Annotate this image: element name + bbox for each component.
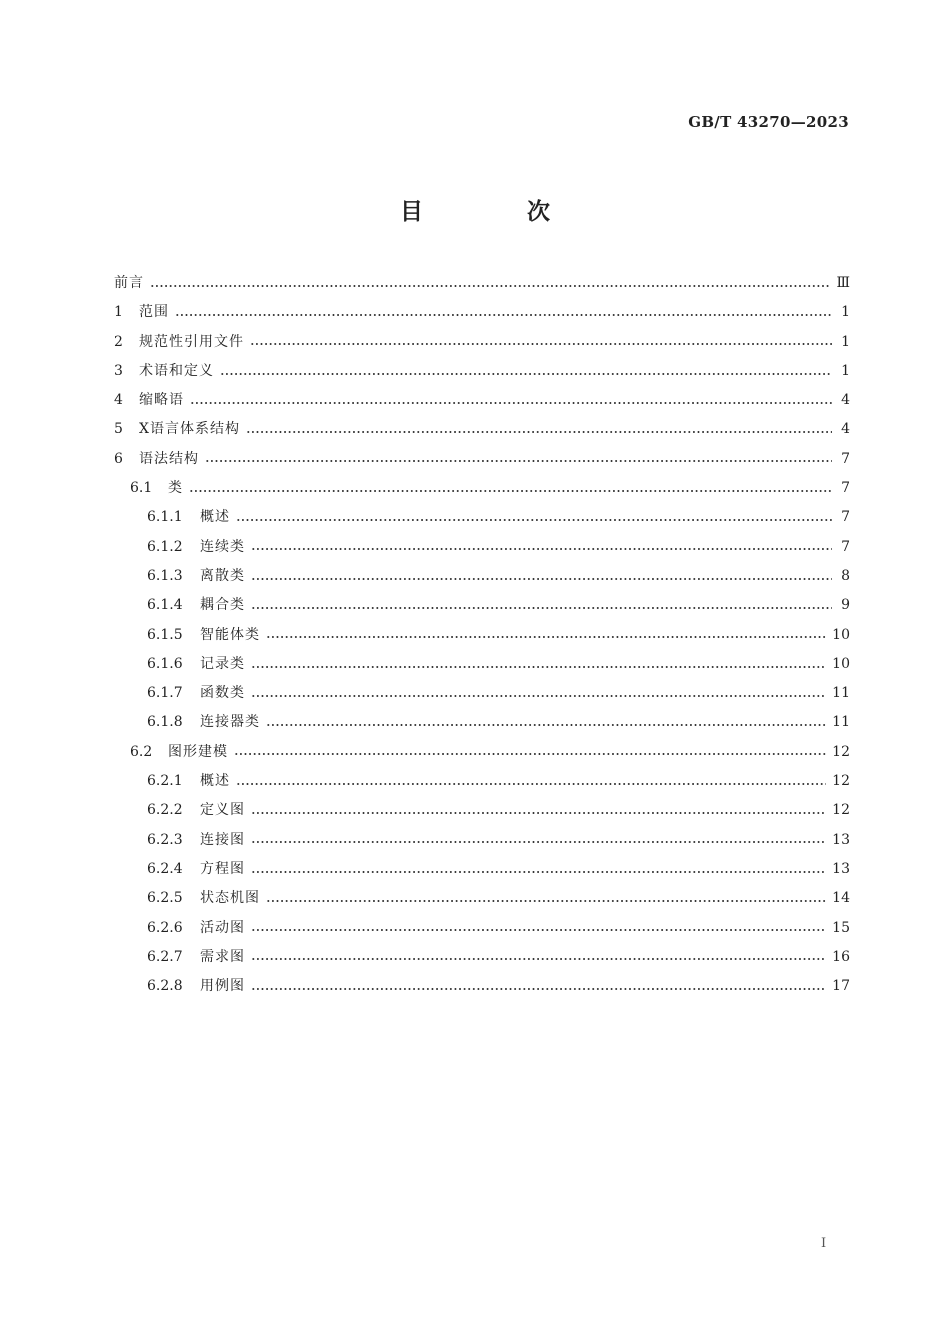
toc-entry-label: 状态机图 [200,890,260,907]
toc-list [114,269,850,1001]
toc-entry-number: 6.2.4 [147,860,183,877]
toc-entry[interactable] [114,386,850,415]
toc-entry-page: 10 [832,626,850,643]
toc-entry[interactable] [114,269,850,298]
toc-entry[interactable] [114,591,850,620]
toc-entry[interactable] [114,679,850,708]
toc-dot-leader [251,603,832,613]
toc-dot-leader [266,896,826,906]
toc-entry-number: 6.1.7 [147,685,183,702]
toc-entry[interactable] [114,738,850,767]
toc-entry-page: 4 [841,392,850,409]
toc-entry-label: 缩略语 [139,392,184,409]
toc-entry[interactable] [114,914,850,943]
toc-entry-label: 范围 [139,304,169,321]
toc-entry-label: 语法结构 [139,450,199,467]
toc-entry-page: 12 [832,773,850,790]
toc-entry[interactable] [114,503,850,532]
toc-entry-page: 4 [841,421,850,438]
toc-entry-label: 方程图 [200,860,245,877]
toc-entry[interactable] [114,533,850,562]
toc-dot-leader [251,925,826,935]
toc-dot-leader [251,662,826,672]
toc-dot-leader [175,310,832,320]
toc-entry-label: X语言体系结构 [139,421,240,438]
toc-dot-leader [150,281,830,291]
toc-entry-label: 连接图 [200,831,245,848]
toc-entry-number: 6.1.6 [147,655,183,672]
toc-dot-leader [246,427,832,437]
toc-entry-page: 11 [832,714,850,731]
toc-entry-number: 6.1 [130,480,153,497]
toc-entry-page: Ⅲ [836,275,850,291]
toc-entry[interactable] [114,415,850,444]
toc-entry-page: 11 [832,685,850,702]
toc-entry[interactable] [114,328,850,357]
toc-entry[interactable] [114,855,850,884]
toc-entry[interactable] [114,650,850,679]
toc-entry-number: 6.1.5 [147,626,183,643]
toc-entry-label: 函数类 [200,685,245,702]
toc-dot-leader [236,779,826,789]
toc-dot-leader [234,749,826,759]
toc-entry-label: 概述 [200,773,230,790]
toc-entry-number: 1 [114,304,123,321]
toc-entry-label: 术语和定义 [139,362,214,379]
toc-entry-number: 6 [114,450,123,467]
toc-entry-number: 6.2.1 [147,773,183,790]
toc-dot-leader [251,574,832,584]
toc-entry-page: 12 [832,802,850,819]
toc-entry[interactable] [114,796,850,825]
toc-entry-page: 1 [841,333,850,350]
toc-entry-number: 6.2.5 [147,890,183,907]
toc-entry-page: 9 [841,597,850,614]
toc-entry-label: 活动图 [200,919,245,936]
toc-title: 目 次 [399,199,598,225]
toc-dot-leader [251,544,832,554]
toc-entry[interactable] [114,445,850,474]
toc-entry[interactable] [114,972,850,1001]
toc-dot-leader [250,339,832,349]
toc-entry-label: 图形建模 [168,743,228,760]
toc-entry-page: 7 [841,450,850,467]
toc-dot-leader [251,691,826,701]
toc-entry-page: 16 [832,948,850,965]
toc-entry-number: 6.1.2 [147,538,183,555]
toc-entry-page: 7 [841,509,850,526]
toc-dot-leader [251,808,826,818]
toc-entry-page: 13 [832,860,850,877]
standard-code: GB/T 43270—2023 [688,113,849,131]
toc-entry-label: 离散类 [200,567,245,584]
toc-entry-number: 6.2.3 [147,831,183,848]
toc-entry-page: 7 [841,538,850,555]
toc-entry-number: 6.1.4 [147,597,183,614]
toc-entry-number: 2 [114,333,123,350]
toc-dot-leader [236,515,832,525]
toc-entry-page: 10 [832,655,850,672]
toc-entry[interactable] [114,884,850,913]
toc-entry-number: 3 [114,362,123,379]
toc-entry-label: 用例图 [200,978,245,995]
toc-entry[interactable] [114,708,850,737]
toc-entry-number: 6.2.8 [147,978,183,995]
footer-page-number: I [821,1236,827,1251]
toc-dot-leader [251,954,826,964]
toc-entry-number: 6.2 [130,743,153,760]
toc-entry-page: 12 [832,743,850,760]
toc-entry-page: 7 [841,480,850,497]
toc-entry-page: 8 [841,567,850,584]
toc-entry-number: 6.1.8 [147,714,183,731]
toc-entry-number: 6.1.3 [147,567,183,584]
toc-entry[interactable] [114,474,850,503]
toc-entry-page: 13 [832,831,850,848]
toc-entry-number: 6.2.6 [147,919,183,936]
toc-entry[interactable] [114,621,850,650]
toc-entry[interactable] [114,826,850,855]
toc-entry[interactable] [114,357,850,386]
toc-entry-label: 前言 [114,275,144,291]
toc-entry-label: 智能体类 [200,626,260,643]
toc-entry[interactable] [114,562,850,591]
toc-dot-leader [251,867,826,877]
toc-dot-leader [251,837,826,847]
toc-dot-leader [189,486,832,496]
toc-entry-label: 耦合类 [200,597,245,614]
toc-entry-label: 连接器类 [200,714,260,731]
toc-entry[interactable] [114,298,850,327]
toc-entry-page: 17 [832,978,850,995]
toc-entry-label: 需求图 [200,948,245,965]
toc-dot-leader [205,456,832,466]
toc-entry-page: 14 [832,890,850,907]
toc-dot-leader [266,632,826,642]
toc-entry[interactable] [114,767,850,796]
toc-dot-leader [220,369,832,379]
toc-dot-leader [266,720,826,730]
toc-entry-number: 5 [114,421,123,438]
toc-entry-label: 规范性引用文件 [139,333,244,350]
toc-dot-leader [251,984,826,994]
toc-entry-page: 1 [841,362,850,379]
toc-entry[interactable] [114,943,850,972]
toc-entry-number: 6.1.1 [147,509,183,526]
toc-entry-label: 概述 [200,509,230,526]
toc-entry-number: 4 [114,392,123,409]
toc-entry-page: 1 [841,304,850,321]
toc-entry-page: 15 [832,919,850,936]
toc-entry-number: 6.2.2 [147,802,183,819]
toc-entry-label: 定义图 [200,802,245,819]
toc-entry-label: 记录类 [200,655,245,672]
toc-entry-number: 6.2.7 [147,948,183,965]
toc-entry-label: 连续类 [200,538,245,555]
toc-dot-leader [190,398,832,408]
toc-entry-label: 类 [168,480,183,497]
